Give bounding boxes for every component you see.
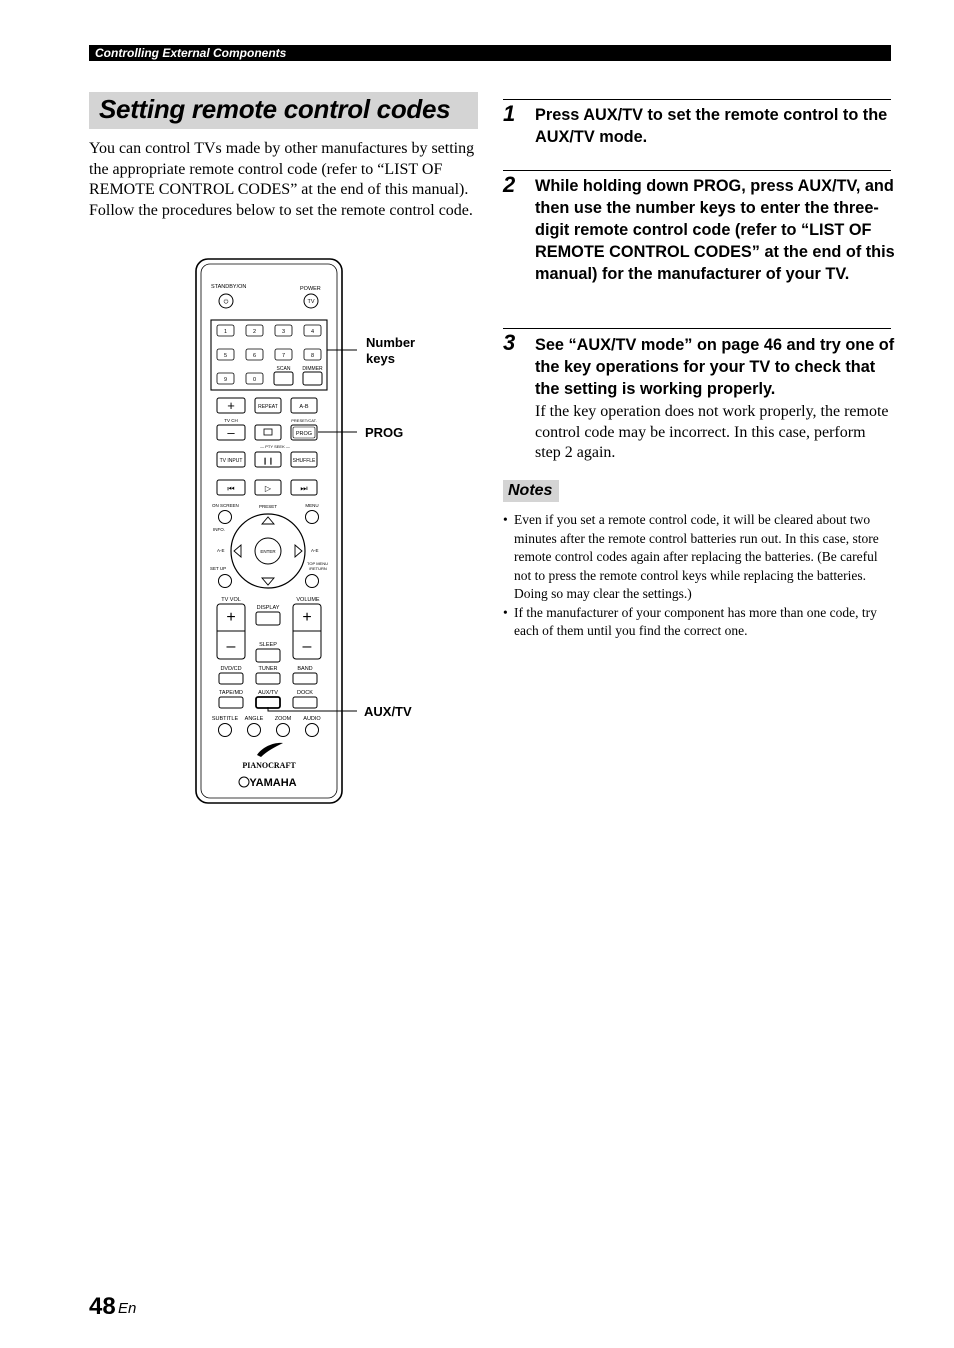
remote-auxtv-label: AUX/TV	[258, 690, 278, 696]
intro-paragraph: You can control TVs made by other manufactures by setting the appropriate remote control code (refer to “LIST OF REMOTE CONTROL CODES” at the end of this manual). Follow the procedures below to set the remote control code.	[89, 140, 475, 219]
step-3-subtext: If the key operation does not work properly, the remote control code may be incorrect. In this case, perform step 2 again.	[535, 403, 889, 461]
remote-dimmer-label: DIMMER	[302, 366, 323, 372]
play-icon: ▷	[264, 484, 272, 493]
remote-control-figure	[195, 258, 343, 804]
step-1-text: Press AUX/TV to set the remote control to the AUX/TV mode.	[535, 106, 888, 146]
remote-topmenu-label-2: /RETURN	[309, 566, 327, 571]
callout-number-keys-line2: keys	[366, 351, 395, 366]
digit-key-1: 1	[223, 329, 228, 335]
remote-display-label: DISPLAY	[256, 605, 280, 611]
remote-shuffle-label: SHUFFLE	[292, 458, 316, 464]
remote-volume-label: VOLUME	[296, 597, 320, 603]
step-3-number: 3	[503, 330, 516, 355]
step-2-number: 2	[503, 172, 516, 197]
volume-up-icon: +	[302, 609, 312, 626]
volume-down-icon: –	[302, 638, 312, 655]
digit-key-2: 2	[252, 329, 257, 335]
remote-tvinput-label: TV INPUT	[219, 458, 243, 464]
step-1-number: 1	[503, 101, 516, 126]
section-header-label: Controlling External Components	[95, 46, 287, 60]
remote-ae-right-label: A-E	[311, 548, 319, 553]
remote-angle-label: ANGLE	[244, 716, 264, 722]
notes-label-box	[503, 480, 559, 502]
remote-dock-label: DOCK	[297, 690, 313, 696]
remote-zoom-label: ZOOM	[274, 716, 292, 722]
note-item: • Even if you set a remote control code, it will be cleared about two minutes after the remote control batteries run out. In this case, store remote control codes again after replacing the batteries. (Be careful not to press the remote control keys while replacing the batteries. Doing so may clear the settings.)	[503, 511, 893, 604]
remote-tv-label: TV	[307, 299, 315, 305]
remote-onscreen-label: ON SCREEN	[212, 503, 239, 508]
remote-tuner-label: TUNER	[258, 666, 278, 672]
callout-auxtv: AUX/TV	[364, 704, 412, 719]
remote-standby-label: STANDBY/ON	[211, 284, 247, 290]
remote-brand-yamaha: YAMAHA	[249, 777, 297, 789]
remote-dvdcd-label: DVD/CD	[220, 666, 242, 672]
remote-subtitle-label: SUBTITLE	[211, 716, 239, 722]
remote-band-label: BAND	[297, 666, 313, 672]
step-2-rule	[503, 170, 891, 171]
remote-repeat-label: REPEAT	[258, 404, 278, 410]
tvvol-down-icon: –	[226, 638, 236, 655]
step-3-rule	[503, 328, 891, 329]
remote-tapemd-label: TAPE/MD	[218, 690, 244, 696]
remote-audio-label: AUDIO	[303, 716, 321, 722]
tvvol-up-icon: +	[226, 609, 236, 626]
remote-plus-key: +	[227, 398, 235, 413]
remote-ptyseek-label: — PTY SEEK —	[260, 444, 290, 449]
page-language: En	[118, 1300, 137, 1317]
remote-info-label: INFO.	[213, 527, 225, 532]
section-header-bar	[89, 45, 891, 61]
remote-ae-left-label: A-E	[217, 548, 225, 553]
digit-key-8: 8	[310, 353, 315, 359]
callout-number-keys	[366, 335, 415, 367]
remote-minus-key: –	[227, 425, 235, 440]
page-number: 48	[89, 1293, 116, 1320]
digit-key-5: 5	[223, 353, 228, 359]
remote-ab-label: A-B	[299, 404, 309, 410]
step-1-rule	[503, 99, 891, 100]
skip-forward-icon: ⏭	[300, 484, 308, 493]
digit-key-7: 7	[281, 353, 286, 359]
remote-preset-label: PRESET	[258, 504, 278, 509]
remote-enter-label: ENTER	[260, 549, 276, 554]
remote-brand-pianocraft: PIANOCRAFT	[242, 761, 296, 770]
page-title: Setting remote control codes	[99, 94, 451, 124]
remote-control-illustration	[195, 258, 343, 804]
step-3-text: See “AUX/TV mode” on page 46 and try one of the key operations for your TV to check that the setting is working properly.	[535, 336, 895, 398]
digit-key-3: 3	[281, 329, 286, 335]
step-2-text: While holding down PROG, press AUX/TV, and then use the number keys to enter the three-digit remote control code (refer to “LIST OF REMOTE CONTROL CODES” at the end of this manual) for the manufacturer of your TV.	[535, 177, 895, 283]
callout-number-keys-line1: Number	[366, 335, 416, 350]
skip-back-icon: ⏮	[227, 484, 235, 493]
remote-power-label: POWER	[300, 286, 321, 292]
remote-tvvol-label: TV VOL	[221, 597, 241, 603]
remote-topmenu-label-1: TOP MENU	[307, 561, 328, 566]
remote-tvch-label: TV CH	[224, 418, 238, 423]
callout-prog: PROG	[365, 425, 404, 440]
remote-prog-key-label: PROG	[295, 431, 313, 437]
digit-key-9: 9	[223, 377, 228, 383]
digit-key-0: 0	[252, 377, 257, 383]
notes-label: Notes	[508, 482, 553, 499]
note-item: • If the manufacturer of your component has more than one code, try each of them until you find the correct one.	[503, 604, 893, 641]
pause-icon: ❙❙	[262, 458, 274, 465]
digit-key-4: 4	[310, 329, 315, 335]
remote-presetcat-label: PRESET/CAT.	[291, 418, 317, 423]
page-title-box	[89, 92, 478, 129]
remote-setup-label: SET UP	[210, 566, 227, 571]
digit-key-6: 6	[252, 353, 257, 359]
remote-sleep-label: SLEEP	[259, 642, 277, 648]
notes-list	[503, 511, 893, 641]
power-symbol-icon: ⏻	[223, 299, 229, 306]
remote-menu-label: MENU	[305, 503, 319, 508]
remote-scan-label: SCAN	[276, 366, 291, 372]
